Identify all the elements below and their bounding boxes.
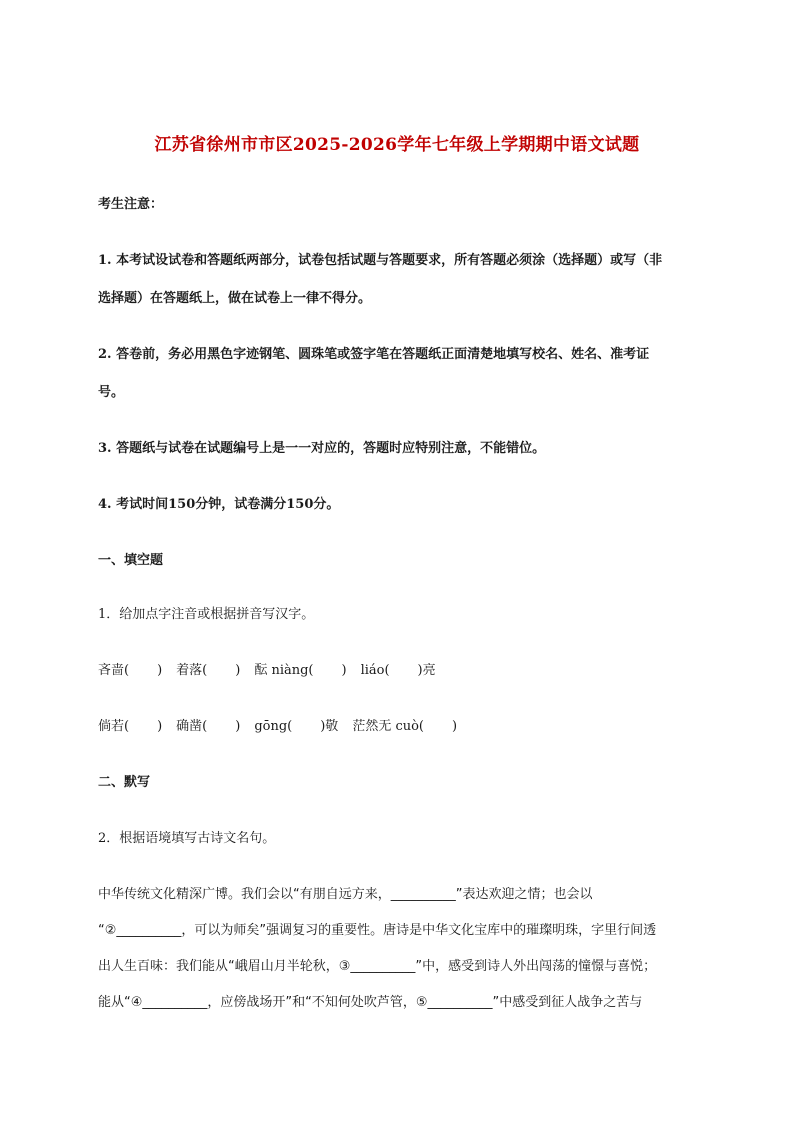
section-1-heading: 一、填空题 <box>98 553 164 568</box>
question-2-para-line-1: 中华传统文化精深广博。我们会以“有朋自远方来，__________”表达欢迎之情；也会以 <box>98 887 593 902</box>
item-zhuoluo-close: ) <box>235 663 241 678</box>
item-zhuoluo-open: 着落( <box>176 663 208 678</box>
question-2-para-line-2: “②__________，可以为师矣”强调复习的重要性。唐诗是中华文化宝库中的璀璨明珠，字里行间透 <box>98 923 657 938</box>
item-gong-close: )敬 <box>320 719 339 734</box>
notice-item-2-line-2: 号。 <box>98 385 125 400</box>
notice-item-1-line-1: 1. 本考试设试卷和答题纸两部分，试卷包括试题与答题要求，所有答题必须涂（选择题）或写（非 <box>98 253 663 268</box>
notice-item-1-line-2: 选择题）在答题纸上，做在试卷上一律不得分。 <box>98 291 372 306</box>
item-cuo-open: 茫然无 cuò( <box>352 719 424 734</box>
item-yunniang-open: 酝 niàng( <box>254 663 314 678</box>
item-quezao-close: ) <box>235 719 241 734</box>
question-2-para-line-3: 出人生百味：我们能从“峨眉山月半轮秋，③__________”中，感受到诗人外出闯荡的憧憬与喜悦； <box>98 959 657 974</box>
section-2-heading: 二、默写 <box>98 775 151 790</box>
item-cuo-close: ) <box>452 719 458 734</box>
item-liao-close: )亮 <box>417 663 436 678</box>
question-2-prompt: 2．根据语境填写古诗文名句。 <box>98 831 276 846</box>
item-yunniang-close: ) <box>341 663 347 678</box>
question-2-para-line-4: 能从“④__________，应傍战场开”和“不知何处吹芦管，⑤__________”中感受到征人战争之苦与 <box>98 995 643 1010</box>
notice-heading: 考生注意： <box>98 197 164 212</box>
item-tangruo-close: ) <box>157 719 163 734</box>
question-1-row-1 <box>98 659 708 678</box>
question-1-row-2 <box>98 715 708 734</box>
item-liao-open: liáo( <box>360 663 390 678</box>
exam-title: 江苏省徐州市市区2025-2026学年七年级上学期期中语文试题 <box>154 135 640 155</box>
question-1-prompt: 1．给加点字注音或根据拼音写汉字。 <box>98 607 315 622</box>
notice-item-3: 3. 答题纸与试卷在试题编号上是一一对应的，答题时应特别注意，不能错位。 <box>98 441 546 456</box>
item-linse-open: 吝啬( <box>98 663 130 678</box>
item-gong-open: gōng( <box>254 719 293 734</box>
item-quezao-open: 确凿( <box>176 719 208 734</box>
item-tangruo-open: 倘若( <box>98 719 130 734</box>
notice-item-2-line-1: 2. 答卷前，务必用黑色字迹钢笔、圆珠笔或签字笔在答题纸正面清楚地填写校名、姓名、准考证 <box>98 347 650 362</box>
item-linse-close: ) <box>157 663 163 678</box>
notice-item-4: 4. 考试时间150分钟，试卷满分150分。 <box>98 497 340 512</box>
